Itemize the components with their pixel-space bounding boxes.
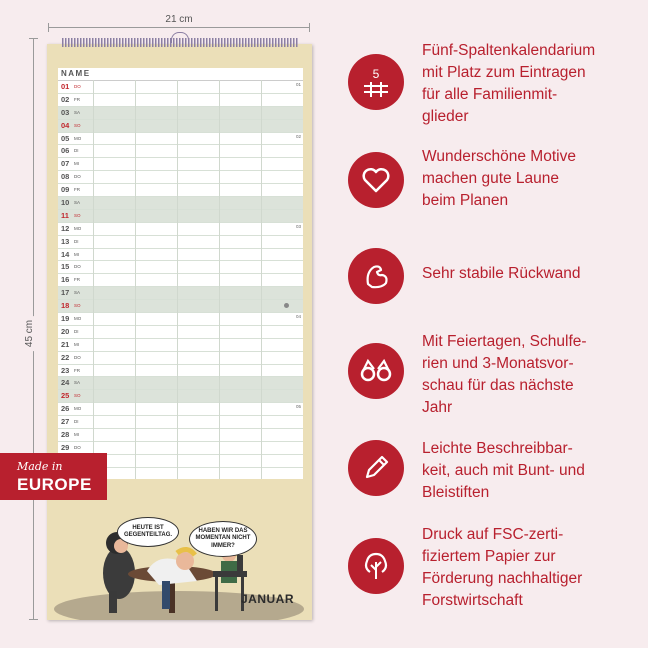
day-rows <box>58 81 303 468</box>
day-number: 02 <box>61 94 70 104</box>
weekday-label: FR <box>74 367 80 373</box>
weekday-label: FR <box>74 96 80 102</box>
day-number: 05 <box>61 133 70 143</box>
weekday-label: SO <box>74 303 81 309</box>
weekday-label: MO <box>74 406 82 412</box>
name-header: NAME <box>61 69 91 78</box>
weekday-label: SO <box>74 212 81 218</box>
day-number: 04 <box>61 120 70 130</box>
feature-motifs <box>348 146 638 226</box>
made-in-europe-badge <box>0 453 107 500</box>
feature-five-columns <box>348 40 638 125</box>
day-number: 25 <box>61 391 70 401</box>
day-number: 19 <box>61 314 70 324</box>
width-label: 21 cm <box>159 14 198 25</box>
weekday-label: DI <box>74 419 79 425</box>
weekday-label: DO <box>74 264 81 270</box>
binoculars-icon <box>348 343 404 399</box>
day-number: 24 <box>61 378 70 388</box>
weekday-label: DO <box>74 354 81 360</box>
day-row <box>58 184 303 197</box>
feature-text: Druck auf FSC-zerti- fiziertem Papier zur Förderung nachhaltiger Forstwirtschaft <box>422 526 583 609</box>
weekday-label: MI <box>74 341 79 347</box>
feature-text: Leichte Beschreibbar- keit, auch mit Bunt- und Bleistiften <box>422 440 585 501</box>
day-number: 09 <box>61 185 70 195</box>
day-row <box>58 326 303 339</box>
day-row <box>58 171 303 184</box>
moon-phase-icon <box>284 303 289 308</box>
feature-text: Sehr stabile Rückwand <box>422 265 581 282</box>
day-number: 23 <box>61 365 70 375</box>
weekday-label: SA <box>74 290 81 296</box>
day-row <box>58 377 303 390</box>
day-row <box>58 107 303 120</box>
weekday-label: SA <box>74 200 81 206</box>
day-row <box>58 403 303 416</box>
day-row <box>58 261 303 274</box>
feature-text: Wunderschöne Motive machen gute Laune beim Planen <box>422 148 576 209</box>
day-row <box>58 287 303 300</box>
weekday-label: DI <box>74 238 79 244</box>
day-row <box>58 210 303 223</box>
weekday-label: MO <box>74 135 82 141</box>
weekday-label: SO <box>74 393 81 399</box>
week-number: 01 <box>295 82 301 87</box>
feature-writability <box>348 438 638 518</box>
day-number: 15 <box>61 262 70 272</box>
weekday-label: DO <box>74 174 81 180</box>
day-row <box>58 197 303 210</box>
day-row <box>58 339 303 352</box>
day-number: 08 <box>61 172 70 182</box>
day-number: 13 <box>61 236 70 246</box>
day-number: 21 <box>61 339 70 349</box>
wall-calendar <box>47 44 312 620</box>
day-row <box>58 429 303 442</box>
day-number: 17 <box>61 288 70 298</box>
weekday-label: SA <box>74 109 81 115</box>
day-number: 26 <box>61 404 70 414</box>
weekday-label: DO <box>74 444 81 450</box>
weekday-label: MO <box>74 316 82 322</box>
badge-line-1: Made in <box>17 460 63 473</box>
feature-text: Mit Feiertagen, Schulfe- rien und 3-Monatsvor- schau für das nächste Jahr <box>422 333 587 416</box>
weekday-label: MI <box>74 251 79 257</box>
day-row <box>58 274 303 287</box>
day-number: 10 <box>61 198 70 208</box>
width-dimension <box>48 14 310 28</box>
day-number: 20 <box>61 326 70 336</box>
day-number: 06 <box>61 146 70 156</box>
weekday-label: DO <box>74 84 81 89</box>
strong-arm-icon <box>348 248 404 304</box>
day-number: 03 <box>61 107 70 117</box>
day-row <box>58 300 303 313</box>
week-number: 04 <box>295 314 301 320</box>
month-label: JANUAR <box>240 592 294 606</box>
day-row <box>58 390 303 403</box>
day-number: 07 <box>61 159 70 169</box>
weekday-label: DI <box>74 328 79 334</box>
calendar-grid <box>58 68 303 479</box>
day-row <box>58 145 303 158</box>
hanger-hook <box>171 32 189 43</box>
heart-icon <box>348 152 404 208</box>
day-row <box>58 158 303 171</box>
day-number: 28 <box>61 430 70 440</box>
day-row <box>58 94 303 107</box>
speech-bubble-right: HABEN WIR DAS MOMENTAN NICHT IMMER? <box>189 521 257 557</box>
weekday-label: FR <box>74 187 80 193</box>
height-dimension <box>26 38 40 620</box>
five-columns-icon <box>348 54 404 110</box>
day-number: 11 <box>61 210 69 220</box>
pencil-icon <box>348 440 404 496</box>
weekday-label: SA <box>74 380 81 386</box>
day-number: 16 <box>61 275 70 285</box>
weekday-label: MO <box>74 225 82 231</box>
weekday-label: MI <box>74 432 79 438</box>
day-number: 22 <box>61 352 70 362</box>
feature-fsc <box>348 524 638 609</box>
day-row <box>58 313 303 326</box>
grid-header <box>58 68 303 81</box>
day-row <box>58 120 303 133</box>
week-number: 03 <box>295 223 301 229</box>
weekday-label: DI <box>74 148 79 154</box>
day-row <box>58 352 303 365</box>
badge-line-2: EUROPE <box>17 475 92 494</box>
weekday-label: MI <box>74 161 79 167</box>
week-number: 05 <box>295 404 301 410</box>
svg-text:5: 5 <box>372 67 380 81</box>
feature-holidays <box>348 331 638 416</box>
speech-bubble-left: HEUTE IST GEGENTEILTAG. <box>117 517 179 547</box>
day-row <box>58 223 303 236</box>
day-row <box>58 365 303 378</box>
day-number: 18 <box>61 301 70 311</box>
day-row <box>58 249 303 262</box>
weekday-label: FR <box>74 277 80 283</box>
day-row <box>58 81 303 94</box>
day-row <box>58 133 303 146</box>
tree-icon <box>348 538 404 594</box>
day-row <box>58 416 303 429</box>
weekday-label: SO <box>74 122 81 128</box>
feature-text: Fünf-Spaltenkalendarium mit Platz zum Eintragen für alle Familienmit- glieder <box>422 42 596 125</box>
week-number: 02 <box>295 133 301 139</box>
day-number: 01 <box>61 82 70 91</box>
day-number: 14 <box>61 249 70 259</box>
height-label: 45 cm <box>24 316 35 351</box>
cartoon-illustration <box>47 481 312 620</box>
day-row <box>58 236 303 249</box>
day-number: 12 <box>61 223 70 233</box>
day-number: 27 <box>61 417 70 427</box>
day-number: 29 <box>61 442 70 452</box>
